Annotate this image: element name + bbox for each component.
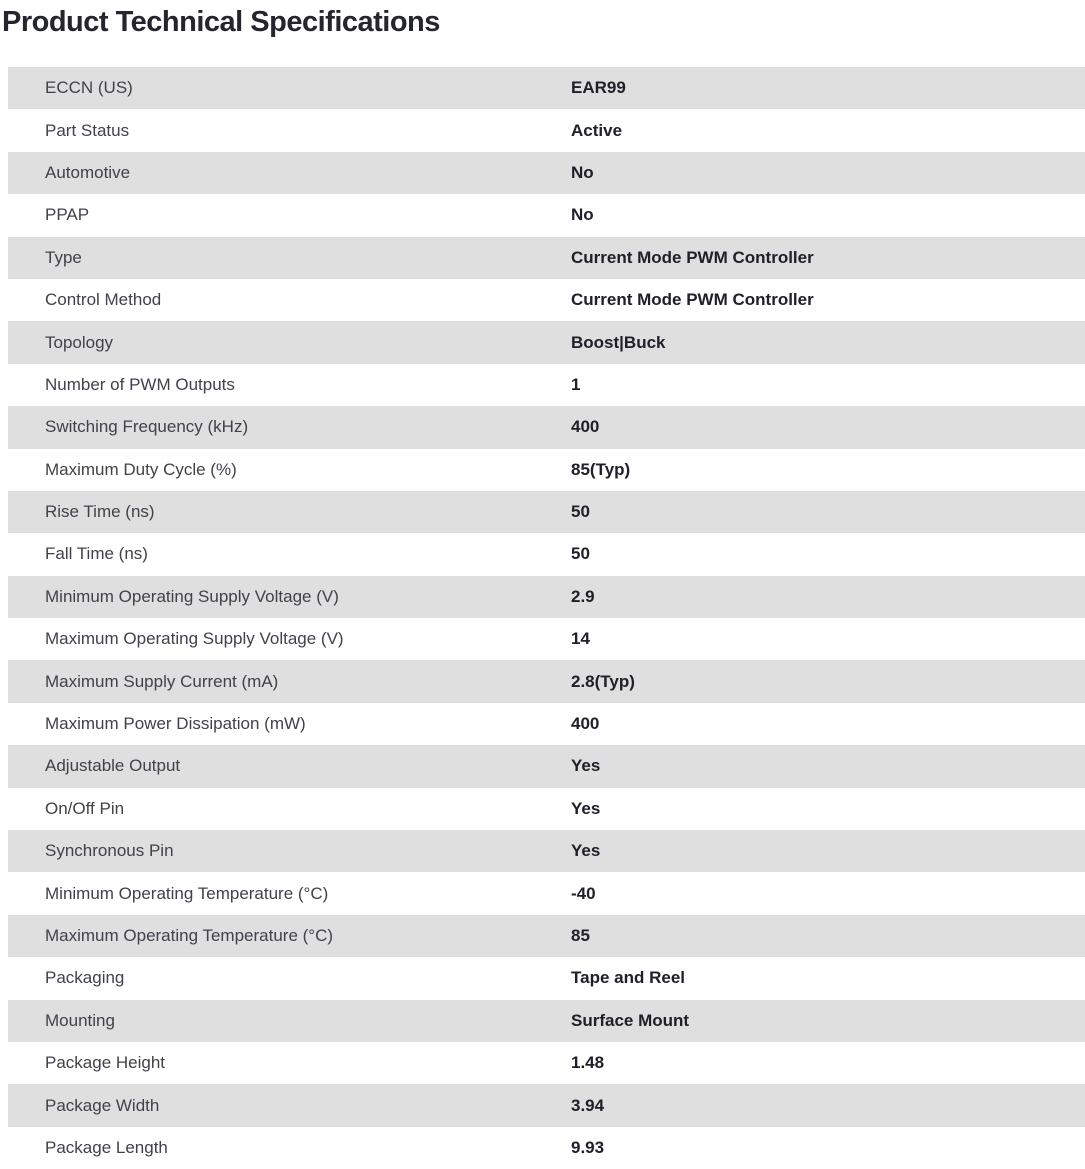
spec-value: 400 bbox=[571, 714, 600, 734]
table-row bbox=[8, 109, 1085, 151]
table-row bbox=[8, 491, 1085, 533]
page-title: Product Technical Specifications bbox=[2, 6, 440, 38]
spec-value: Tape and Reel bbox=[571, 968, 685, 988]
spec-label: Package Width bbox=[45, 1095, 160, 1115]
spec-label: Number of PWM Outputs bbox=[45, 374, 235, 394]
spec-value: Current Mode PWM Controller bbox=[571, 247, 814, 267]
spec-value: 85 bbox=[571, 926, 590, 945]
spec-value: 1 bbox=[571, 374, 581, 394]
table-row bbox=[8, 194, 1085, 236]
table-row bbox=[8, 788, 1085, 830]
spec-value: 50 bbox=[571, 502, 590, 522]
spec-value: 2.8(Typ) bbox=[571, 671, 635, 691]
spec-value: 14 bbox=[571, 629, 590, 649]
table-row bbox=[8, 533, 1085, 575]
spec-value: 85(Typ) bbox=[571, 459, 631, 479]
table-row bbox=[8, 152, 1085, 194]
spec-value: 400 bbox=[571, 417, 600, 437]
spec-value: 50 bbox=[571, 544, 590, 564]
table-row bbox=[8, 1084, 1085, 1126]
spec-value: 3.94 bbox=[571, 1095, 605, 1115]
table-row bbox=[8, 364, 1085, 406]
spec-value: No bbox=[571, 162, 594, 182]
spec-value: 9.93 bbox=[571, 1137, 605, 1157]
spec-label: Synchronous Pin bbox=[45, 841, 174, 861]
table-row bbox=[8, 872, 1085, 914]
spec-value: Boost|Buck bbox=[571, 332, 666, 352]
table-row bbox=[8, 237, 1085, 279]
table-row bbox=[8, 830, 1085, 872]
spec-label: PPAP bbox=[45, 205, 90, 225]
table-row bbox=[8, 1000, 1085, 1042]
spec-table bbox=[0, 67, 1085, 1169]
spec-label: Maximum Operating Supply Voltage (V) bbox=[45, 629, 344, 649]
table-row bbox=[8, 745, 1085, 787]
table-row bbox=[8, 321, 1085, 363]
spec-label: Automotive bbox=[45, 162, 131, 182]
spec-value: Yes bbox=[571, 841, 601, 861]
table-row bbox=[8, 618, 1085, 660]
table-row bbox=[8, 703, 1085, 745]
spec-value: Current Mode PWM Controller bbox=[571, 290, 814, 310]
spec-label: Control Method bbox=[45, 290, 162, 310]
spec-value: Active bbox=[571, 120, 623, 140]
table-row bbox=[8, 915, 1085, 957]
spec-value: No bbox=[571, 205, 594, 225]
spec-label: Adjustable Output bbox=[45, 756, 181, 776]
spec-label: Maximum Supply Current (mA) bbox=[45, 671, 279, 691]
spec-value: Yes bbox=[571, 798, 601, 818]
table-row bbox=[8, 67, 1085, 109]
spec-label: Type bbox=[45, 247, 82, 267]
table-row bbox=[8, 406, 1085, 448]
spec-label: Switching Frequency (kHz) bbox=[45, 417, 249, 437]
table-row bbox=[8, 957, 1085, 999]
spec-value: -40 bbox=[571, 883, 596, 903]
spec-label: Maximum Operating Temperature (°C) bbox=[45, 926, 334, 945]
spec-label: Part Status bbox=[45, 120, 130, 140]
table-row bbox=[8, 576, 1085, 618]
spec-label: Package Height bbox=[45, 1053, 166, 1073]
spec-label: Maximum Power Dissipation (mW) bbox=[45, 714, 306, 734]
table-row bbox=[8, 449, 1085, 491]
spec-value: Yes bbox=[571, 756, 601, 776]
spec-label: ECCN (US) bbox=[45, 78, 133, 98]
table-row bbox=[8, 279, 1085, 321]
table-row bbox=[8, 660, 1085, 702]
spec-value: 1.48 bbox=[571, 1053, 605, 1073]
spec-label: Rise Time (ns) bbox=[45, 502, 155, 522]
spec-label: Fall Time (ns) bbox=[45, 544, 148, 564]
spec-label: Minimum Operating Temperature (°C) bbox=[45, 883, 329, 903]
table-row bbox=[8, 1127, 1085, 1169]
spec-label: Topology bbox=[45, 332, 114, 352]
spec-value: EAR99 bbox=[571, 78, 626, 98]
spec-label: On/Off Pin bbox=[45, 798, 125, 818]
spec-value: 2.9 bbox=[571, 586, 595, 606]
spec-label: Packaging bbox=[45, 968, 125, 988]
spec-value: Surface Mount bbox=[571, 1010, 690, 1030]
spec-label: Package Length bbox=[45, 1137, 168, 1157]
spec-label: Mounting bbox=[45, 1010, 115, 1030]
spec-label: Maximum Duty Cycle (%) bbox=[45, 459, 237, 479]
spec-label: Minimum Operating Supply Voltage (V) bbox=[45, 586, 339, 606]
table-row bbox=[8, 1042, 1085, 1084]
